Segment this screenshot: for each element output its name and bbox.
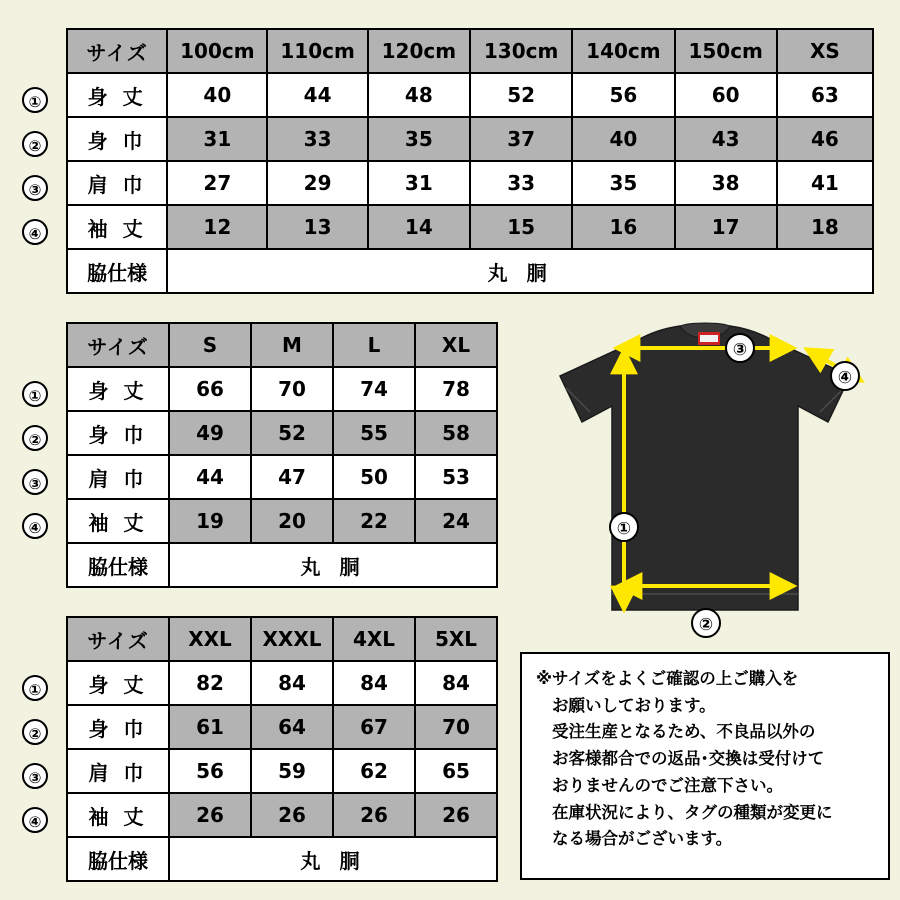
table-row [67,661,497,705]
cell: 78 [415,367,497,411]
row-marks-adult [22,322,58,602]
table-row [67,705,497,749]
cell: 49 [169,411,251,455]
side-spec-label: 脇仕様 [67,837,169,881]
cell: 74 [333,367,415,411]
header-size-label: サイズ [67,323,169,367]
cell: 26 [169,793,251,837]
row-label: 袖 丈 [67,499,169,543]
notice-line: お願いしております。 [552,695,716,715]
row-mark-1: ① [22,675,48,701]
header-size-label: サイズ [67,617,169,661]
column-header: 150cm [675,29,777,73]
cell: 40 [167,73,267,117]
column-header: 130cm [470,29,572,73]
table-header-row [67,323,497,367]
row-mark-1: ① [22,87,48,113]
cell: 26 [415,793,497,837]
column-header: XXL [169,617,251,661]
cell: 56 [572,73,674,117]
cell: 19 [169,499,251,543]
cell: 27 [167,161,267,205]
table-row [67,367,497,411]
column-header: 5XL [415,617,497,661]
cell: 63 [777,73,873,117]
table-row [67,793,497,837]
table-row [67,455,497,499]
cell: 70 [251,367,333,411]
diagram-mark-body-width: ② [691,608,721,638]
cell: 37 [470,117,572,161]
cell: 20 [251,499,333,543]
cell: 50 [333,455,415,499]
cell: 66 [169,367,251,411]
row-mark-2: ② [22,719,48,745]
cell: 38 [675,161,777,205]
table-row [67,499,497,543]
column-header: M [251,323,333,367]
row-label: 身 丈 [67,73,167,117]
cell: 53 [415,455,497,499]
cell: 35 [368,117,470,161]
row-mark-3: ③ [22,175,48,201]
table-row [67,161,873,205]
cell: 17 [675,205,777,249]
row-label: 身 丈 [67,661,169,705]
cell: 33 [267,117,367,161]
row-label: 身 巾 [67,705,169,749]
cell: 16 [572,205,674,249]
row-marks-big [22,616,58,896]
cell: 26 [251,793,333,837]
brand-tag-face-icon [700,335,718,342]
cell: 48 [368,73,470,117]
diagram-mark-shoulder-width: ③ [725,333,755,363]
row-marks-kids [22,28,58,308]
diagram-mark-sleeve-length: ④ [830,361,860,391]
row-label: 身 丈 [67,367,169,411]
notice-box [520,652,890,880]
kids-size-table [66,28,874,294]
row-label: 肩 巾 [67,749,169,793]
table-row [67,117,873,161]
cell: 14 [368,205,470,249]
column-header: S [169,323,251,367]
column-header: 100cm [167,29,267,73]
cell: 24 [415,499,497,543]
row-label: 肩 巾 [67,455,169,499]
row-mark-3: ③ [22,469,48,495]
row-mark-2: ② [22,425,48,451]
table-header-row [67,617,497,661]
side-spec-value: 丸 胴 [169,543,497,587]
cell: 44 [169,455,251,499]
row-label: 肩 巾 [67,161,167,205]
header-size-label: サイズ [67,29,167,73]
column-header: XXXL [251,617,333,661]
row-mark-1: ① [22,381,48,407]
cell: 62 [333,749,415,793]
cell: 22 [333,499,415,543]
notice-line: おりませんのでご注意下さい。 [552,775,783,795]
table-footer-row [67,837,497,881]
row-mark-4: ④ [22,513,48,539]
column-header: XL [415,323,497,367]
side-spec-label: 脇仕様 [67,543,169,587]
cell: 47 [251,455,333,499]
cell: 52 [251,411,333,455]
diagram-mark-body-length: ① [609,512,639,542]
cell: 70 [415,705,497,749]
big-size-table [66,616,498,882]
cell: 31 [167,117,267,161]
cell: 46 [777,117,873,161]
row-label: 袖 丈 [67,205,167,249]
table-row [67,73,873,117]
cell: 29 [267,161,367,205]
cell: 58 [415,411,497,455]
cell: 52 [470,73,572,117]
notice-line: ※サイズをよくご確認の上ご購入を [536,669,799,688]
column-header: 140cm [572,29,674,73]
cell: 55 [333,411,415,455]
cell: 84 [251,661,333,705]
row-label: 身 巾 [67,117,167,161]
side-spec-label: 脇仕様 [67,249,167,293]
table-row [67,749,497,793]
cell: 67 [333,705,415,749]
column-header: L [333,323,415,367]
cell: 31 [368,161,470,205]
cell: 44 [267,73,367,117]
row-label: 袖 丈 [67,793,169,837]
tshirt-measurement-diagram [520,318,890,648]
shirt-body-shape [560,326,850,610]
table-row [67,411,497,455]
cell: 65 [415,749,497,793]
cell: 60 [675,73,777,117]
cell: 15 [470,205,572,249]
row-label: 身 巾 [67,411,169,455]
cell: 13 [267,205,367,249]
row-mark-4: ④ [22,807,48,833]
side-spec-value: 丸 胴 [169,837,497,881]
column-header: 120cm [368,29,470,73]
table-header-row [67,29,873,73]
notice-line: 受注生産となるため、不良品以外の [552,722,816,742]
adult-size-table [66,322,498,588]
cell: 26 [333,793,415,837]
column-header: 110cm [267,29,367,73]
cell: 59 [251,749,333,793]
side-spec-value: 丸 胴 [167,249,873,293]
cell: 84 [415,661,497,705]
cell: 64 [251,705,333,749]
column-header: 4XL [333,617,415,661]
cell: 61 [169,705,251,749]
notice-line: なる場合がございます。 [552,829,733,849]
cell: 40 [572,117,674,161]
cell: 35 [572,161,674,205]
cell: 33 [470,161,572,205]
row-mark-3: ③ [22,763,48,789]
cell: 56 [169,749,251,793]
cell: 43 [675,117,777,161]
cell: 12 [167,205,267,249]
cell: 82 [169,661,251,705]
column-header: XS [777,29,873,73]
notice-line: お客様都合での返品･交換は受付けて [552,749,825,769]
table-footer-row [67,249,873,293]
table-footer-row [67,543,497,587]
row-mark-2: ② [22,131,48,157]
notice-line: 在庫状況により、タグの種類が変更に [552,802,833,822]
table-row [67,205,873,249]
cell: 41 [777,161,873,205]
row-mark-4: ④ [22,219,48,245]
cell: 84 [333,661,415,705]
cell: 18 [777,205,873,249]
